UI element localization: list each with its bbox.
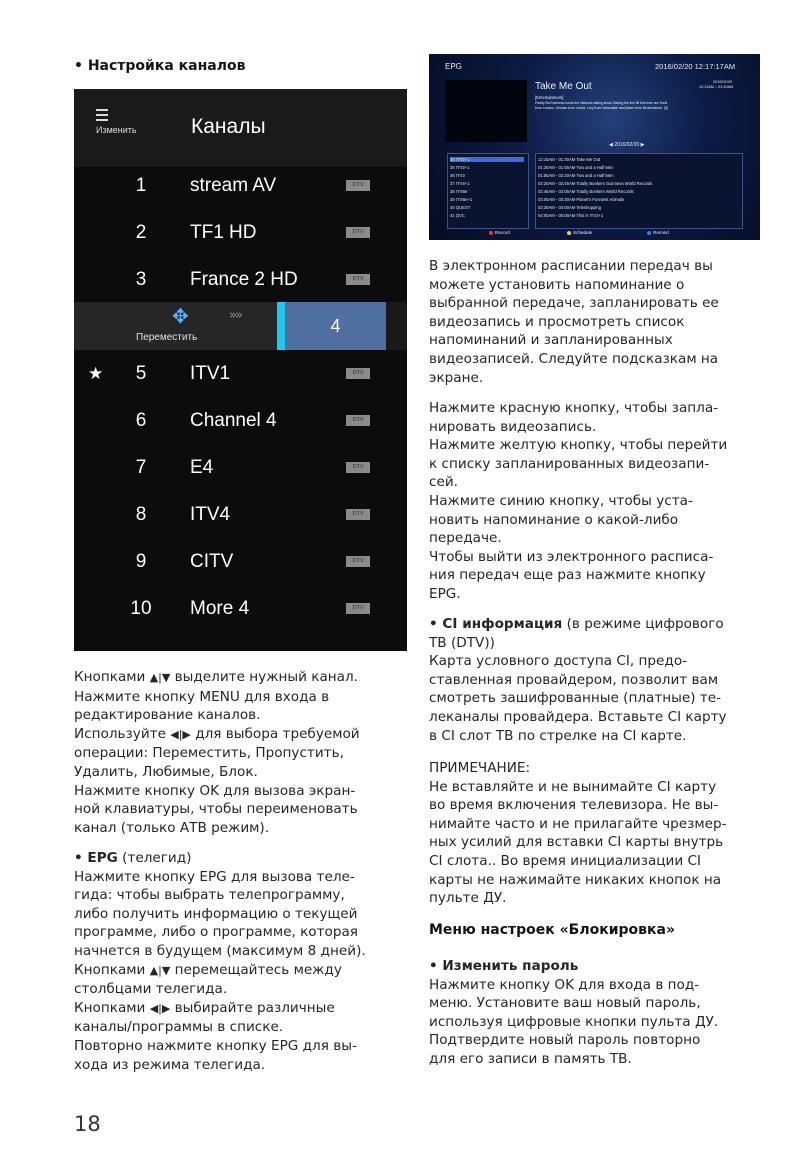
epg-screenshot [429, 54, 760, 240]
epg-program-title: Take Me Out [535, 81, 592, 92]
red-dot-icon [489, 231, 493, 235]
text: (в режиме цифрового [562, 616, 724, 632]
text-line: начнется в будущем (максимум 8 дней). [74, 942, 366, 959]
epg-program-item[interactable]: 04:00AM - 05:00AM This is ITV2+1 [538, 213, 604, 218]
epg-channel-item[interactable]: 40 QUEST [450, 205, 471, 210]
channel-number: 10 [130, 598, 152, 619]
text-line: Нажмите синию кнопку, чтобы уста- [429, 492, 693, 509]
blue-dot-icon [647, 231, 651, 235]
epg-program-item[interactable]: 03:05AM - 03:30AM Planet's Funniest Animals [538, 197, 625, 202]
channel-list-header [74, 89, 407, 167]
channel-name: TF1 HD [190, 222, 257, 243]
color-buttons-text [429, 399, 769, 604]
text-line: леканалы провайдера. Вставьте CI карту [429, 708, 727, 725]
text-line: гида: чтобы выбрать телепрограмму, [74, 887, 345, 904]
legend-schedule [567, 230, 592, 235]
channel-name: stream AV [190, 175, 277, 196]
channel-list-title: Каналы [191, 115, 266, 138]
epg-instructions [74, 849, 414, 1074]
dtv-badge: DTV [346, 227, 370, 238]
epg-program-time: 12:11AM – 01:30AM [699, 85, 734, 89]
text-line: напоминаний и запланированных [429, 332, 673, 349]
text-line: Подтвердите новый пароль повторно [429, 1032, 701, 1049]
epg-program-item[interactable]: 02:20AM - 02:45AM Totally Bonkers Guinness World Records [538, 181, 653, 186]
epg-program-item[interactable]: 01:30AM - 01:55AM Two and a Half Men [538, 165, 614, 170]
left-right-arrows-icon: ◀|▶ [170, 727, 191, 741]
text: выбирайте различные [170, 999, 335, 1016]
text: для выбора требуемой [190, 725, 360, 742]
channel-row[interactable] [74, 398, 407, 444]
text-line: в CI слот ТВ по стрелке на CI карте. [429, 727, 687, 744]
text-line: передаче. [429, 530, 502, 547]
epg-channel-item[interactable]: 41 QVC [450, 213, 465, 218]
text-line: к списку запланированных видеозапи- [429, 455, 710, 472]
move-target-number[interactable]: 4 [285, 302, 386, 350]
text-line: Нажмите красную кнопку, чтобы запла- [429, 400, 719, 416]
epg-heading: • EPG [74, 850, 118, 866]
epg-channel-list[interactable] [447, 153, 529, 229]
change-password-text [429, 957, 769, 1069]
channel-number: 8 [135, 504, 147, 525]
channel-number: 9 [135, 551, 147, 572]
channel-name: France 2 HD [190, 269, 298, 290]
epg-program-item[interactable]: 02:45AM - 03:05AM Totally Bonkers World Records [538, 189, 634, 194]
epg-preview-video [445, 80, 527, 142]
text: Кнопками [74, 961, 150, 978]
channel-name: ITV1 [190, 363, 231, 384]
up-down-arrows-icon: ▲|▼ [149, 671, 171, 684]
text-line: видеозапись и просмотреть список [429, 313, 685, 330]
epg-description: Paddy McGuinness hosts the hilarious dating show. Baring the live lift this time are Scott [535, 101, 668, 105]
left-right-arrows-icon: ◀|▶ [149, 1001, 171, 1015]
epg-date-nav[interactable]: ◀ 2016/02/20 ▶ [609, 142, 645, 148]
text-line: Нажмите кнопку EPG для вызова теле- [74, 868, 355, 885]
dtv-badge: DTV [346, 462, 370, 473]
channel-name: More 4 [190, 598, 250, 619]
text: выделите нужный канал. [170, 669, 359, 685]
move-panel[interactable] [74, 302, 277, 350]
ci-info-text [429, 615, 769, 745]
text-line: используя цифровые кнопки пульта ДУ. [429, 1013, 719, 1030]
epg-label: EPG [445, 62, 462, 71]
text-line: ТВ (DTV)) [429, 634, 495, 651]
text: Кнопками [74, 999, 150, 1016]
text-line: ной клавиатуры, чтобы переименовать [74, 801, 358, 818]
epg-channel-item[interactable]: 36 ITV3 [450, 173, 465, 178]
text-line: смотреть зашифрованные (платные) те- [429, 690, 722, 707]
channel-number: 6 [135, 410, 147, 431]
channel-row[interactable] [74, 445, 407, 491]
channel-row[interactable] [74, 257, 407, 303]
epg-channel-item[interactable]: 35 ITV2+1 [450, 165, 470, 170]
dtv-badge: DTV [346, 415, 370, 426]
text-line: В электронном расписании передач вы [429, 258, 713, 274]
favorite-star-icon: ★ [88, 364, 104, 384]
legend-record [489, 230, 510, 235]
epg-program-date: 2016/02/20 [713, 80, 733, 84]
text-line: редактирование каналов. [74, 707, 261, 724]
ci-heading: • CI информация [429, 616, 563, 632]
channel-list-screenshot [74, 89, 407, 651]
text-line: хода из режима телегида. [74, 1056, 266, 1073]
text-line: новить напоминание о какой-либо [429, 511, 679, 528]
text: Кнопками [74, 669, 150, 685]
text-line: ных усилий для вставки CI карты внутрь [429, 834, 724, 851]
epg-channel-item[interactable]: 37 ITV4+1 [450, 181, 470, 186]
text-line: выбранной передаче, запланировать ее [429, 295, 719, 312]
lock-menu-title: Меню настроек «Блокировка» [429, 922, 676, 938]
text-line: каналы/программы в списке. [74, 1019, 284, 1036]
channel-row[interactable] [74, 351, 407, 397]
epg-program-list[interactable] [535, 153, 743, 229]
move-arrows-icon: ✥ [172, 304, 189, 328]
text-line: Чтобы выйти из электронного расписа- [429, 548, 714, 565]
text-line: CI слота.. Во время инициализации CI [429, 852, 702, 869]
dtv-badge: DTV [346, 368, 370, 379]
channel-number: 5 [135, 363, 147, 384]
text-line: EPG. [429, 585, 461, 602]
legend-label: Record [495, 230, 510, 235]
channel-number: 7 [135, 457, 147, 478]
text: (телегид) [117, 850, 192, 866]
dtv-badge: DTV [346, 180, 370, 191]
epg-program-item[interactable]: 12:15AM - 01:30AM Take Me Out [538, 157, 601, 162]
password-heading: • Изменить пароль [429, 958, 579, 974]
channel-row[interactable] [74, 586, 407, 632]
move-accent-bar [277, 302, 285, 350]
channel-name: Channel 4 [190, 410, 277, 431]
text: перемещайтесь между [170, 961, 342, 978]
epg-datetime: 2016/02/20 12:17:17AM [655, 62, 736, 71]
epg-description-text [429, 257, 769, 387]
channel-name: CITV [190, 551, 234, 572]
epg-description: from London, Keshav from Leeds, Lory from Newcastle and Adam from Bedfordshire. [S] [535, 106, 669, 110]
channel-number: 1 [135, 175, 147, 196]
text-line: ставленная провайдером, позволит вам [429, 671, 719, 688]
note-title: ПРИМЕЧАНИЕ: [429, 760, 531, 776]
channel-number: 3 [135, 269, 147, 290]
channel-number: 2 [135, 222, 147, 243]
text-line: нировать видеозапись. [429, 418, 597, 435]
text-line: видеозаписей. Следуйте подсказкам на [429, 350, 719, 367]
dtv-badge: DTV [346, 274, 370, 285]
epg-channel-item[interactable]: 39 ITVBe+1 [450, 197, 473, 202]
section-heading-channel-setup: • Настройка каналов [74, 58, 246, 74]
note-text [429, 759, 769, 908]
text-line: Повторно нажмите кнопку EPG для вы- [74, 1037, 357, 1054]
text: Используйте [74, 725, 171, 742]
legend-remind [647, 230, 669, 235]
legend-label: Remind [653, 230, 669, 235]
text-line: Карта условного доступа CI, предо- [429, 653, 688, 670]
channel-row[interactable] [74, 210, 407, 256]
up-down-arrows-icon: ▲|▼ [149, 963, 171, 977]
channel-row[interactable] [74, 163, 407, 209]
epg-channel-item[interactable]: 38 ITVBe [450, 189, 468, 194]
text-line: меню. Установите ваш новый пароль, [429, 995, 701, 1012]
text-line: Нажмите кнопку OK для вызова экран- [74, 782, 356, 799]
page-number: 18 [74, 1112, 101, 1136]
text-line: нимайте часто и не прилагайте чрезмер- [429, 815, 727, 832]
text-line: для его записи в память ТВ. [429, 1050, 632, 1067]
legend-label: Schedule [573, 230, 593, 235]
text-line: Нажмите желтую кнопку, чтобы перейти [429, 437, 728, 454]
text-line: карты не нажимайте никаких кнопок на [429, 871, 722, 888]
channel-row[interactable] [74, 492, 407, 538]
text-line: столбцами телегида. [74, 981, 228, 998]
text-line: Удалить, Любимые, Блок. [74, 763, 258, 780]
channel-name: ITV4 [190, 504, 231, 525]
chevrons-right-icon: »» [229, 308, 241, 323]
text-line: канал (только АТВ режим). [74, 819, 270, 836]
menu-list-icon [96, 109, 108, 124]
text-line: экране. [429, 369, 484, 386]
edit-label: Изменить [96, 125, 137, 135]
channel-row[interactable] [74, 539, 407, 585]
text-line: можете установить напоминание о [429, 276, 685, 293]
text-line: операции: Переместить, Пропустить, [74, 745, 344, 762]
channel-edit-instructions [74, 668, 414, 837]
channel-name: E4 [190, 457, 214, 478]
text-line: либо получить информацию о текущей [74, 905, 358, 922]
epg-channel-item[interactable]: 34 ITV2+1 [450, 157, 524, 162]
text-line: во время включения телевизора. Не вы- [429, 797, 719, 814]
text-line: Нажмите кнопку OK для входа в под- [429, 976, 700, 993]
text-line: ния передач еще раз нажмите кнопку [429, 567, 706, 584]
text-line: сей. [429, 474, 458, 491]
text-line: Не вставляйте и не вынимайте CI карту [429, 778, 717, 795]
dtv-badge: DTV [346, 556, 370, 567]
epg-genre: [Entertainment] [535, 95, 564, 100]
text-line: пульте ДУ. [429, 890, 507, 907]
move-label: Переместить [136, 332, 198, 343]
epg-program-item[interactable]: 03:30AM - 04:00AM Teleshopping [538, 205, 602, 210]
text-line: программе, либо о программе, которая [74, 924, 358, 941]
dtv-badge: DTV [346, 603, 370, 614]
move-action-bar [74, 302, 407, 350]
yellow-dot-icon [567, 231, 571, 235]
epg-program-item[interactable]: 01:55AM - 02:20AM Two and a Half Men [538, 173, 614, 178]
text-line: Нажмите кнопку MENU для входа в [74, 688, 330, 705]
dtv-badge: DTV [346, 509, 370, 520]
